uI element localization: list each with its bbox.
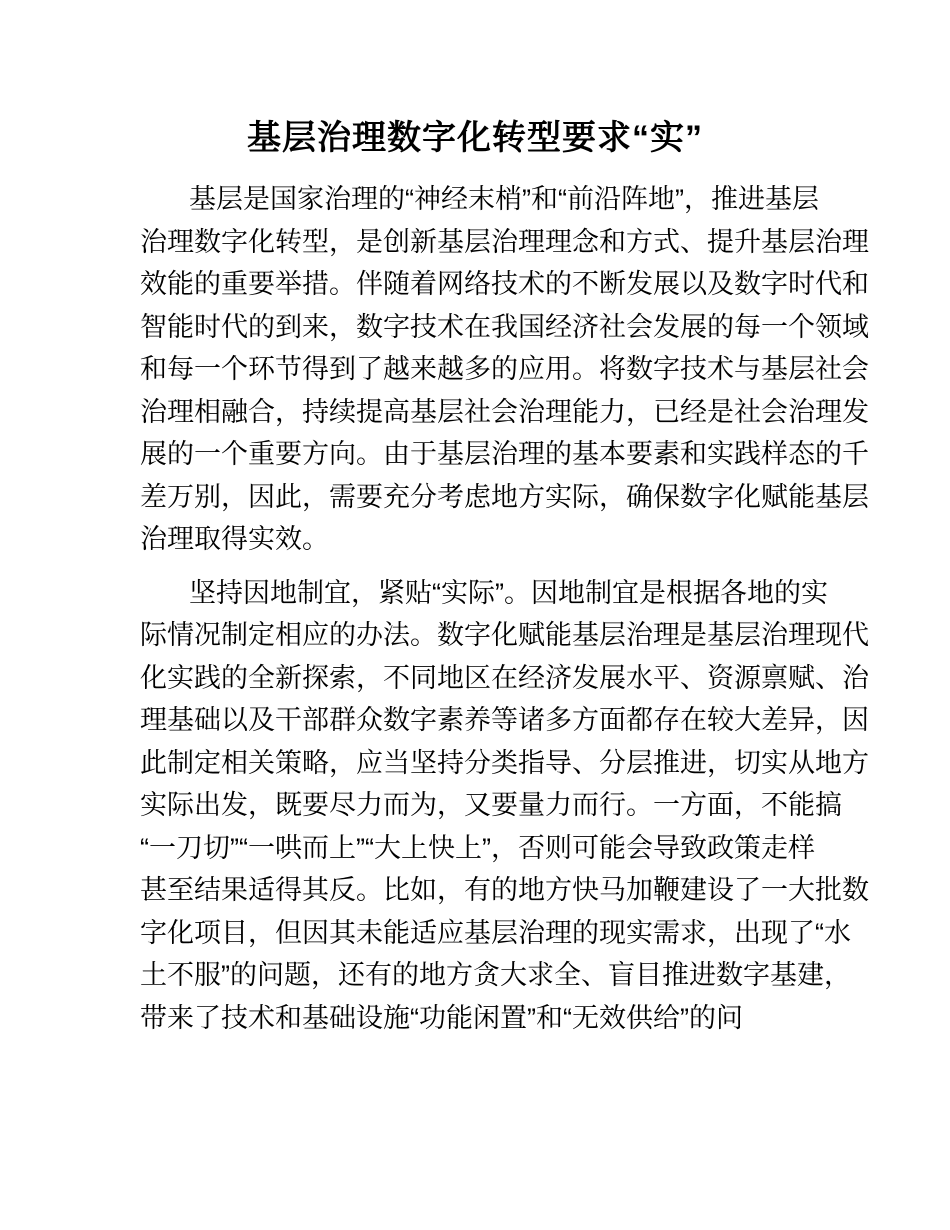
document-title: 基层治理数字化转型要求“实” xyxy=(247,119,703,157)
text-line: 展的一个重要方向。由于基层治理的基本要素和实践样态的千 xyxy=(140,439,869,469)
text-line: 效能的重要举措。伴随着网络技术的不断发展以及数字时代和 xyxy=(140,269,869,299)
text-line: 际情况制定相应的办法。数字化赋能基层治理是基层治理现代 xyxy=(140,620,869,650)
text-line: 化实践的全新探索，不同地区在经济发展水平、资源禀赋、治 xyxy=(140,662,869,693)
text-line: 差万别，因此，需要充分考虑地方实际，确保数字化赋能基层 xyxy=(140,481,869,512)
text-line: 此制定相关策略，应当坚持分类指导、分层推进，切实从地方 xyxy=(140,747,869,778)
text-line: 理基础以及干部群众数字素养等诸多方面都存在较大差异，因 xyxy=(140,705,869,735)
text-line: 字化项目，但因其未能适应基层治理的现实需求，出现了“水 xyxy=(140,917,851,948)
text-line: 治理取得实效。 xyxy=(140,524,329,554)
paragraph xyxy=(140,178,869,561)
text-line: 实际出发，既要尽力而为，又要量力而行。一方面，不能搞 xyxy=(140,790,842,820)
document-body xyxy=(0,164,950,1039)
text-line: 坚持因地制宜，紧贴“实际”。因地制宜是根据各地的实 xyxy=(189,577,828,608)
text-line: 治理相融合，持续提高基层社会治理能力，已经是社会治理发 xyxy=(140,396,869,427)
text-line: 带来了技术和基础设施“功能闲置”和“无效供给”的问 xyxy=(140,1002,743,1033)
text-line: 治理数字化转型，是创新基层治理理念和方式、提升基层治理 xyxy=(140,226,869,257)
text-line: 智能时代的到来，数字技术在我国经济社会发展的每一个领域 xyxy=(140,311,869,342)
text-line: 基层是国家治理的“神经末梢”和“前沿阵地”，推进基层 xyxy=(189,184,819,214)
text-line: 甚至结果适得其反。比如，有的地方快马加鞭建设了一大批数 xyxy=(140,875,869,905)
paragraph xyxy=(140,572,869,1040)
text-line: 土不服”的问题，还有的地方贪大求全、盲目推进数字基建， xyxy=(140,960,851,990)
text-line: “一刀切”“一哄而上”“大上快上”，否则可能会导致政策走样 xyxy=(140,832,815,863)
text-line: 和每一个环节得到了越来越多的应用。将数字技术与基层社会 xyxy=(140,354,869,384)
